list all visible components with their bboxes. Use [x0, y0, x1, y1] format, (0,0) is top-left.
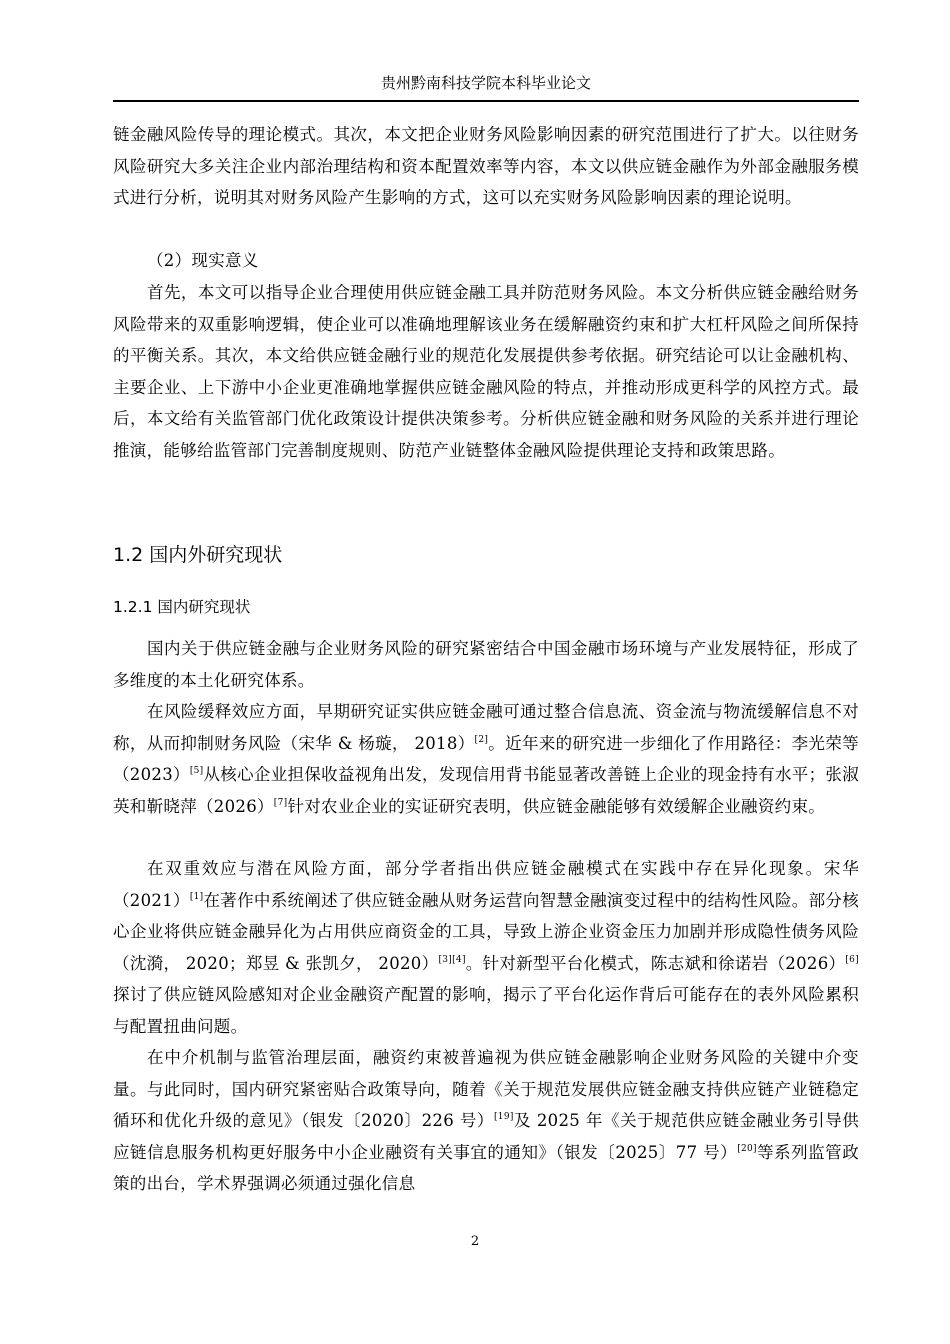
- paragraph-theory-significance: 链金融风险传导的理论模式。其次，本文把企业财务风险影响因素的研究范围进行了扩大。以往财务风险研究大多关注企业内部治理结构和资本配置效率等内容，本文以供应链金融作为外部金融服务模式进行分析，说明其对财务风险产生影响的方式，这可以充实财务风险影响因素的理论说明。: [113, 125, 859, 207]
- citation-ref[interactable]: [19]: [494, 1112, 514, 1122]
- section-heading-research-status: 1.2 国内外研究现状: [113, 544, 283, 566]
- subsection-heading-domestic-research: 1.2.1 国内研究现状: [113, 598, 251, 616]
- text-run: 等系列监管政策的出台，学术界强调必须通过强化信息: [113, 1142, 859, 1193]
- header-rule: [113, 100, 859, 102]
- page-number: 2: [470, 1234, 480, 1249]
- text-run: 。针对新型平台化模式，陈志斌和徐诺岩（2026）: [465, 953, 846, 973]
- text-run: 针对农业企业的实证研究表明，供应链金融能够有效缓解企业融资约束。: [287, 796, 826, 816]
- text-run: 探讨了供应链风险感知对企业金融资产配置的影响，揭示了平台化运作背后可能存在的表外风险累积与配置扭曲问题。: [113, 985, 859, 1036]
- text-run: 。近年来的研究进一步细化了作用路径：李光荣等（2023）: [113, 733, 859, 784]
- citation-ref[interactable]: [5]: [189, 766, 204, 776]
- page-header-title: 贵州黔南科技学院本科毕业论文: [380, 74, 591, 92]
- text-run: 及 2025 年《关于规范供应链金融业务引导供应链信息服务机构更好服务中小企业融资有关事宜的通知》（银发〔2025〕77 号）: [113, 1111, 859, 1162]
- citation-ref[interactable]: [7]: [273, 797, 288, 808]
- paragraph-risk-mitigation: [113, 696, 859, 822]
- citation-ref[interactable]: [1]: [189, 891, 204, 902]
- paragraph-dual-effect: [113, 853, 859, 1042]
- text-run: 在著作中系统阐述了供应链金融从财务运营向智慧金融演变过程中的结构性风险。部分核心企业将供应链金融异化为占用供应商资金的工具，导致上游企业资金压力加剧并形成隐性债务风险（沈漪， 2020；郑昱 & 张凯夕， 2020）: [113, 890, 860, 973]
- paragraph-practical-significance-label: （2）现实意义: [147, 251, 259, 270]
- text-run: 从核心企业担保收益视角出发，发现信用背书能显著改善链上企业的现金持有水平；张淑英和靳晓萍（2026）: [113, 765, 860, 816]
- text-run: 在风险缓释效应方面，早期研究证实供应链金融可通过整合信息流、资金流与物流缓解信息不对称，从而抑制财务风险（宋华 & 杨璇， 2018）: [113, 702, 859, 753]
- paragraph-mediation-regulation: [113, 1042, 859, 1200]
- citation-ref[interactable]: [20]: [737, 1143, 757, 1154]
- citation-ref[interactable]: [6]: [845, 954, 859, 965]
- citation-ref[interactable]: [3][4]: [438, 954, 466, 965]
- citation-ref[interactable]: [2]: [474, 734, 489, 745]
- text-run: 在中介机制与监管治理层面，融资约束被普遍视为供应链金融影响企业财务风险的关键中介变量。与此同时，国内研究紧密贴合政策导向，随着《关于规范发展供应链金融支持供应链产业链稳定循环和优化升级的意见》（银发〔2020〕226 号）: [113, 1048, 859, 1130]
- text-run: 在双重效应与潜在风险方面，部分学者指出供应链金融模式在实践中存在异化现象。宋华（2021）: [113, 859, 859, 910]
- paragraph-domestic-intro: 国内关于供应链金融与企业财务风险的研究紧密结合中国金融市场环境与产业发展特征，形成了多维度的本土化研究体系。: [113, 639, 859, 690]
- paragraph-practical-significance: 首先，本文可以指导企业合理使用供应链金融工具并防范财务风险。本文分析供应链金融给财务风险带来的双重影响逻辑，使企业可以准确地理解该业务在缓解融资约束和扩大杠杆风险之间所保持的平衡关系。其次，本文给供应链金融行业的规范化发展提供参考依据。研究结论可以让金融机构、主要企业、上下游中小企业更准确地掌握供应链金融风险的特点，并推动形成更科学的风控方式。最后，本文给有关监管部门优化政策设计提供决策参考。分析供应链金融和财务风险的关系并进行理论推演，能够给监管部门完善制度规则、防范产业链整体金融风险提供理论支持和政策思路。: [113, 283, 859, 460]
